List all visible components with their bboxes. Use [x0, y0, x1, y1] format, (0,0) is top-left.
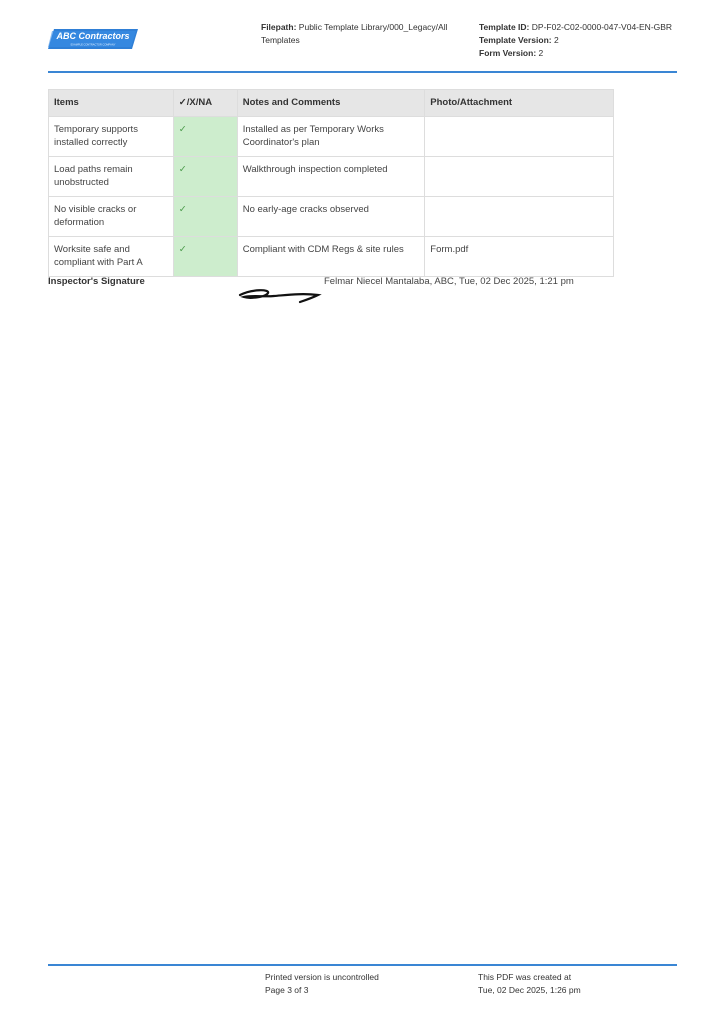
- table-header-row: [49, 90, 614, 117]
- signature-image: [222, 279, 322, 319]
- column-header-notes: Notes and Comments: [237, 90, 425, 117]
- template-id-value: DP-F02-C02-0000-047-V04-EN-GBR: [531, 22, 673, 32]
- template-id-label: Template ID:: [479, 22, 530, 32]
- template-version-label: Template Version:: [479, 35, 552, 45]
- filepath-label: Filepath:: [261, 22, 297, 32]
- footer-divider: [48, 964, 677, 966]
- notes-cell: Walkthrough inspection completed: [237, 156, 425, 196]
- attachment-cell: [425, 196, 614, 236]
- table-row: [49, 156, 614, 196]
- filepath-value: Public Template Library/000_Legacy/All: [298, 22, 448, 32]
- table-row: [49, 116, 614, 156]
- template-version-value: 2: [553, 35, 559, 45]
- form-version-label: Form Version:: [479, 48, 537, 58]
- item-cell: Worksite safe and compliant with Part A: [49, 236, 174, 276]
- created-at: Tue, 02 Dec 2025, 1:26 pm: [478, 985, 581, 995]
- status-cell: ✓: [173, 196, 237, 236]
- signature-label: Inspector's Signature: [48, 276, 145, 287]
- inspection-table: [48, 89, 614, 277]
- header-divider: [48, 71, 677, 73]
- status-cell: ✓: [173, 156, 237, 196]
- notes-cell: No early-age cracks observed: [237, 196, 425, 236]
- item-cell: Load paths remain unobstructed: [49, 156, 174, 196]
- attachment-cell: [425, 116, 614, 156]
- attachment-cell[interactable]: Form.pdf: [425, 236, 614, 276]
- form-version-value: 2: [538, 48, 544, 58]
- column-header-status: ✓/X/NA: [173, 90, 237, 117]
- table-row: [49, 236, 614, 276]
- notes-cell: Installed as per Temporary Works Coordinator's plan: [237, 116, 425, 156]
- notes-cell: Compliant with CDM Regs & site rules: [237, 236, 425, 276]
- table-row: [49, 196, 614, 236]
- item-cell: No visible cracks or deformation: [49, 196, 174, 236]
- page-number: Page 3 of 3: [265, 985, 309, 995]
- column-header-attachment: Photo/Attachment: [425, 90, 614, 117]
- signed-by: Felmar Niecel Mantalaba, ABC, Tue, 02 Dec 2025, 1:21 pm: [324, 276, 574, 287]
- company-logo: [48, 27, 138, 51]
- footer-left: [265, 971, 379, 997]
- footer-right: [478, 971, 581, 997]
- attachment-cell: [425, 156, 614, 196]
- item-cell: Temporary supports installed correctly: [49, 116, 174, 156]
- filepath-value-cont: Templates: [261, 35, 300, 45]
- template-info: [479, 21, 672, 60]
- status-cell: ✓: [173, 116, 237, 156]
- status-cell: ✓: [173, 236, 237, 276]
- svg-text:ABC Contractors: ABC Contractors: [56, 31, 130, 41]
- svg-text:EXAMPLE CONTRACTOR COMPANY: EXAMPLE CONTRACTOR COMPANY: [70, 43, 116, 47]
- created-label: This PDF was created at: [478, 972, 572, 982]
- uncontrolled-notice: Printed version is uncontrolled: [265, 972, 379, 982]
- column-header-items: Items: [49, 90, 174, 117]
- filepath: [261, 21, 447, 47]
